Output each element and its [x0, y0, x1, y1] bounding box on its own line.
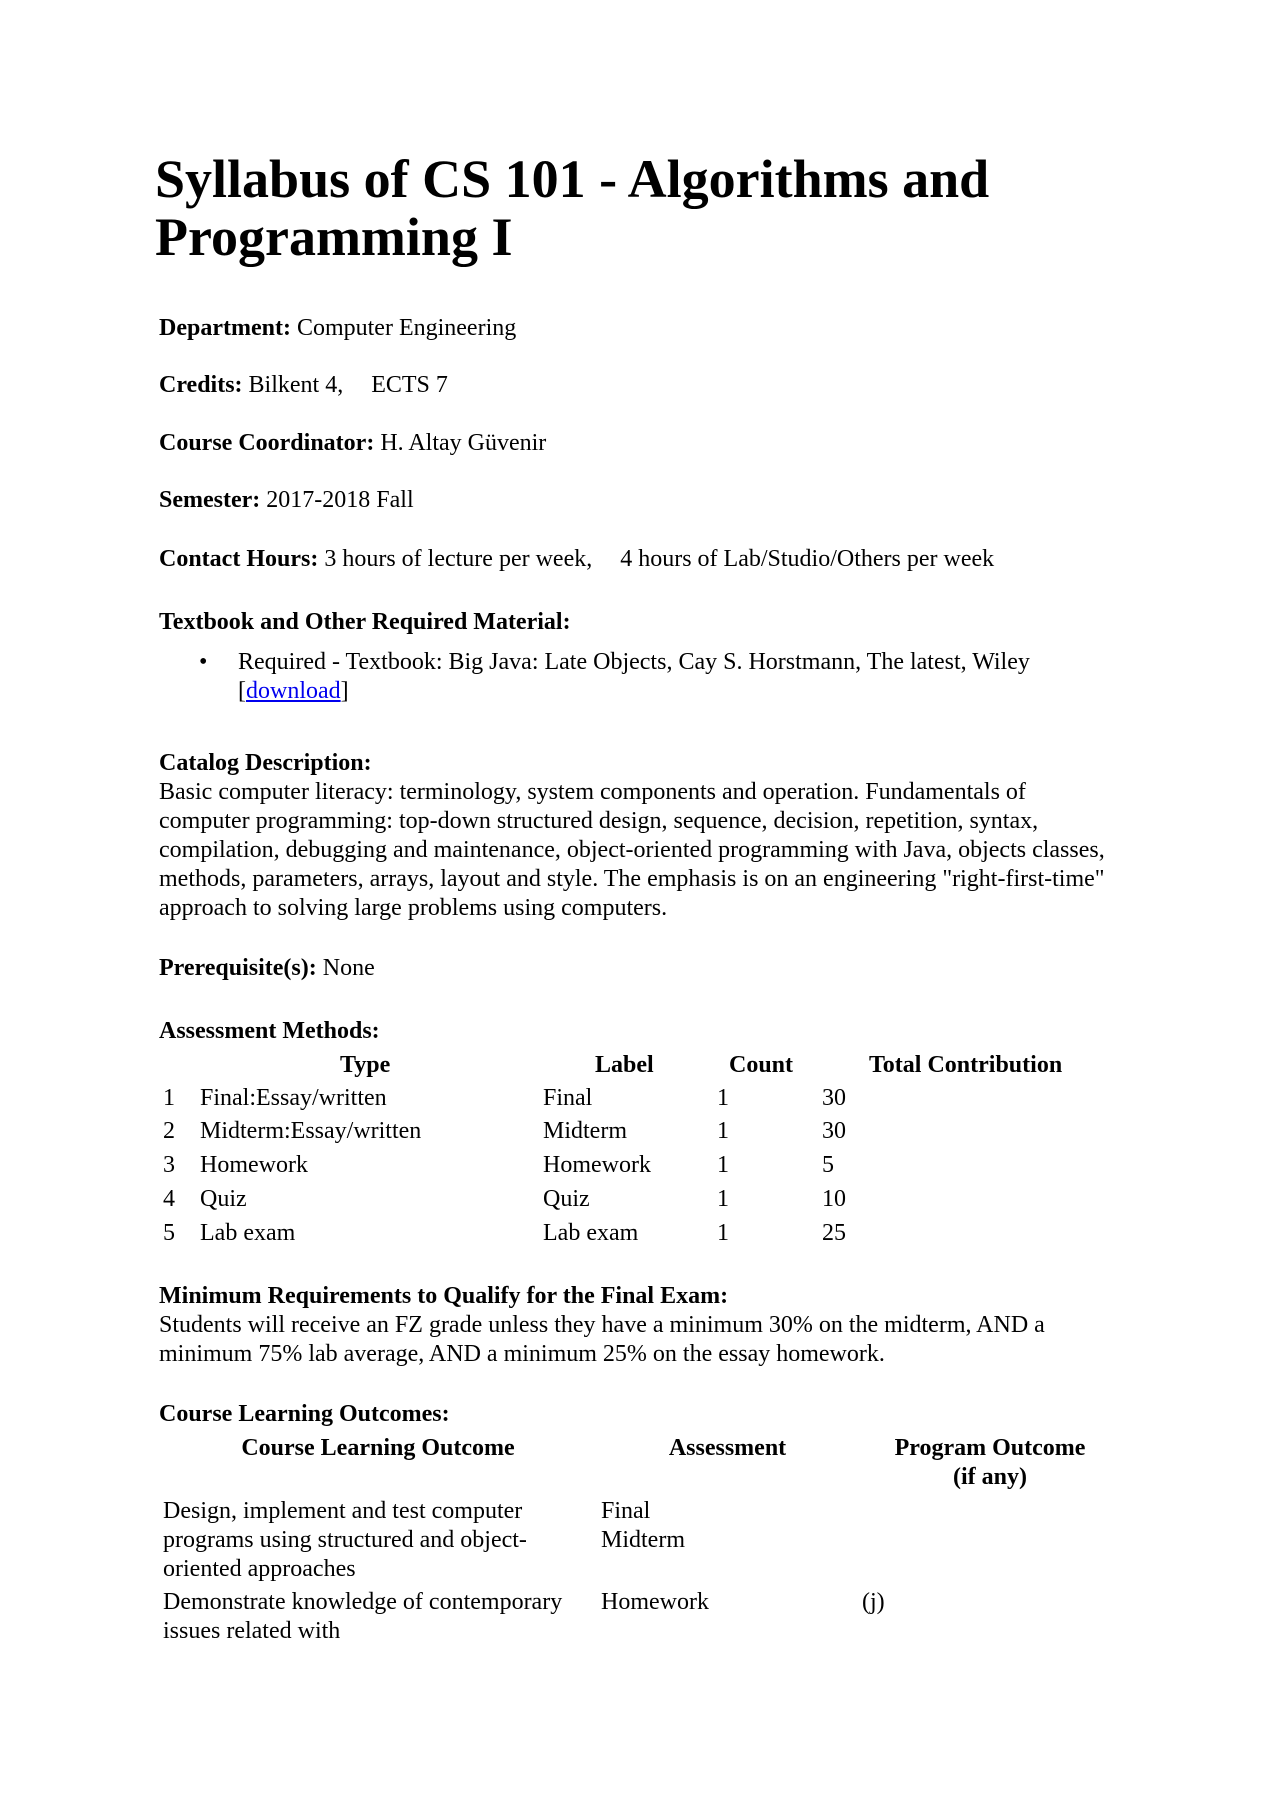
row-type: Lab exam	[200, 1220, 296, 1246]
prerequisite-label: Prerequisite(s):	[159, 955, 317, 981]
prerequisite-value: None	[322, 955, 375, 981]
contact-hours-label: Contact Hours:	[159, 546, 319, 572]
outcomes-heading: Course Learning Outcomes:	[159, 1401, 450, 1427]
department-value: Computer Engineering	[296, 315, 517, 341]
semester-label: Semester:	[159, 487, 261, 513]
row-type: Homework	[200, 1152, 308, 1178]
row-count: 1	[717, 1118, 729, 1144]
credits-bilkent: Bilkent 4,	[248, 372, 344, 398]
row-count: 1	[717, 1152, 729, 1178]
outcome-assessment	[601, 1497, 685, 1555]
row-number: 5	[163, 1220, 175, 1246]
row-label: Quiz	[543, 1186, 590, 1212]
row-type: Quiz	[200, 1186, 247, 1212]
textbook-item-end: ]	[340, 678, 349, 704]
row-label: Lab exam	[543, 1220, 639, 1246]
row-label: Final	[543, 1085, 593, 1111]
row-total: 5	[822, 1152, 834, 1178]
row-count: 1	[717, 1220, 729, 1246]
assessment-header-count: Count	[729, 1052, 794, 1078]
department-field	[159, 314, 516, 343]
row-label: Midterm	[543, 1118, 627, 1144]
outcomes-header-outcome: Course Learning Outcome	[241, 1435, 515, 1461]
row-total: 10	[822, 1186, 846, 1212]
row-count: 1	[717, 1186, 729, 1212]
outcome-assessment-item: Midterm	[601, 1527, 685, 1553]
catalog-heading: Catalog Description:	[159, 750, 372, 776]
credits-label: Credits:	[159, 372, 243, 398]
coordinator-label: Course Coordinator:	[159, 430, 375, 456]
row-number: 3	[163, 1152, 175, 1178]
row-count: 1	[717, 1085, 729, 1111]
outcome-assessment	[601, 1588, 709, 1617]
contact-hours-lecture: 3 hours of lecture per week,	[324, 546, 593, 572]
outcome-text: Design, implement and test computer programs using structured and object-oriented approaches	[163, 1498, 527, 1582]
outcome-assessment-item: Homework	[601, 1589, 709, 1615]
textbook-item-text: Required - Textbook: Big Java: Late Objects, Cay S. Horstmann, The latest, Wiley [	[238, 649, 1030, 704]
minimum-requirements-text: Students will receive an FZ grade unless they have a minimum 30% on the midterm, AND a minimum 75% lab average, AND a minimum 25% on the essay homework.	[159, 1312, 1045, 1367]
textbook-heading: Textbook and Other Required Material:	[159, 609, 571, 635]
contact-hours-lab: 4 hours of Lab/Studio/Others per week	[620, 546, 995, 572]
minimum-requirements-heading: Minimum Requirements to Qualify for the Final Exam:	[159, 1283, 729, 1309]
row-label: Homework	[543, 1152, 651, 1178]
assessment-heading: Assessment Methods:	[159, 1018, 380, 1044]
assessment-header-type: Type	[340, 1052, 391, 1078]
row-number: 2	[163, 1118, 175, 1144]
outcomes-header-program-line2: (if any)	[953, 1464, 1027, 1490]
download-link[interactable]: download	[246, 678, 341, 704]
outcomes-header-program-line1: Program Outcome	[894, 1435, 1086, 1461]
outcome-program: (j)	[862, 1589, 885, 1615]
row-type: Final:Essay/written	[200, 1085, 387, 1111]
assessment-header-total: Total Contribution	[869, 1052, 1063, 1078]
outcomes-header-program	[860, 1434, 1120, 1492]
outcome-text: Demonstrate knowledge of contemporary issues related with	[163, 1589, 563, 1644]
prerequisite-field	[159, 954, 375, 983]
page-title: Syllabus of CS 101 - Algorithms and Programming I	[155, 149, 990, 267]
assessment-header-label: Label	[595, 1052, 654, 1078]
row-total: 25	[822, 1220, 846, 1246]
catalog-description: Basic computer literacy: terminology, system components and operation. Fundamentals of computer programming: top-down structured design, sequence, decision, repetition, syntax, compilation, debugging and maintenance, object-oriented programming with Java, objects classes, methods, parameters, arrays, layout and style. The emphasis is on an engineering "right-first-time" approach to solving large problems using computers.	[159, 779, 1105, 921]
semester-field	[159, 486, 414, 515]
row-number: 4	[163, 1186, 175, 1212]
semester-value: 2017-2018 Fall	[266, 487, 414, 513]
row-total: 30	[822, 1118, 846, 1144]
textbook-item	[238, 648, 1118, 706]
row-total: 30	[822, 1085, 846, 1111]
department-label: Department:	[159, 315, 291, 341]
credits-field	[159, 371, 448, 400]
credits-ects: ECTS 7	[371, 372, 448, 398]
contact-hours-field	[159, 545, 994, 574]
outcomes-header-assessment: Assessment	[668, 1435, 787, 1461]
coordinator-field	[159, 429, 546, 458]
outcome-assessment-item: Final	[601, 1498, 651, 1524]
row-type: Midterm:Essay/written	[200, 1118, 422, 1144]
row-number: 1	[163, 1085, 175, 1111]
bullet-icon: •	[199, 649, 208, 675]
coordinator-value: H. Altay Güvenir	[380, 430, 547, 456]
